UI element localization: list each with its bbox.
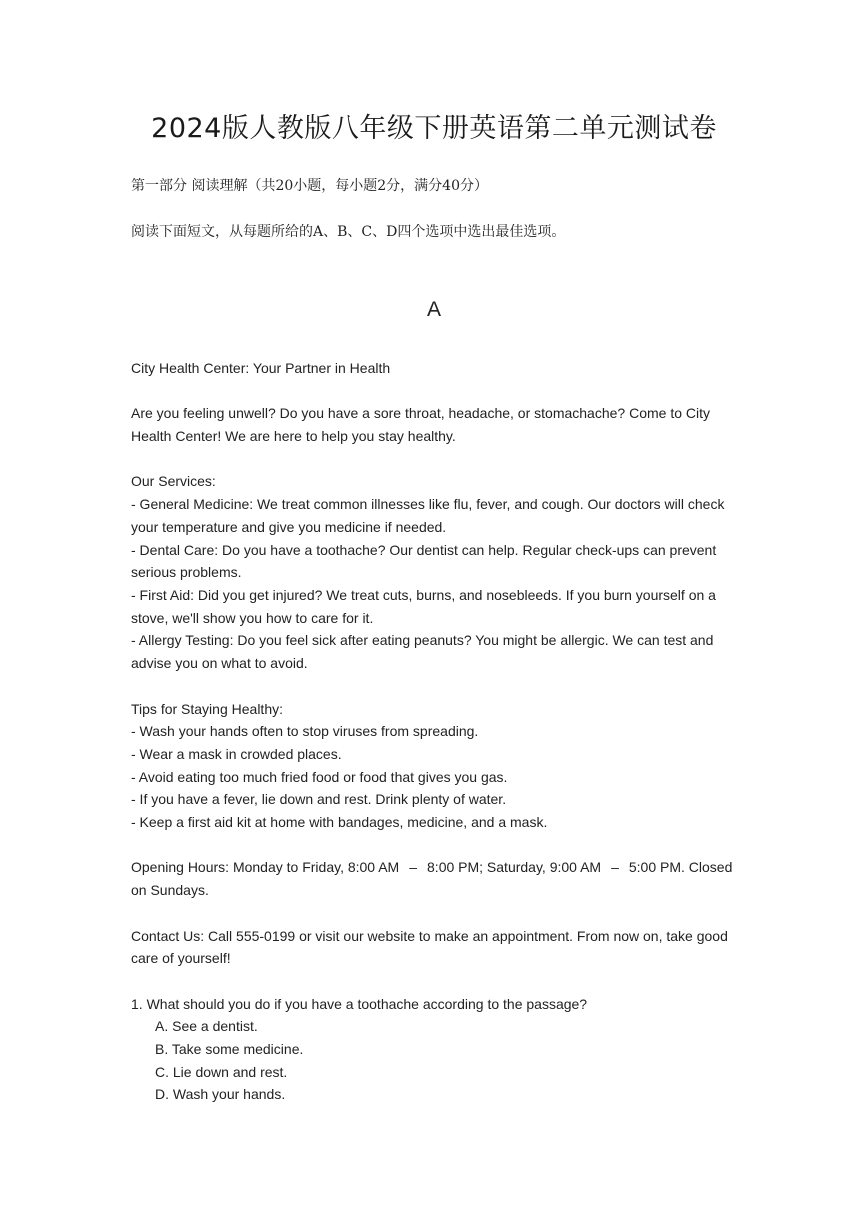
- answer-option: D. Wash your hands.: [155, 1086, 286, 1103]
- hours-dash: –: [611, 859, 619, 876]
- spacer: [131, 380, 741, 403]
- service-item: - Dental Care: Do you have a toothache? Our dentist can help. Regular check-ups can prevent serious problems.: [131, 541, 717, 581]
- tip-item: - Keep a first aid kit at home with bandages, medicine, and a mask.: [131, 814, 548, 831]
- question-stem: 1. What should you do if you have a toothache according to the passage?: [131, 995, 588, 1012]
- tips-heading: Tips for Staying Healthy:: [131, 700, 283, 717]
- spacer: [131, 834, 741, 857]
- answer-option: C. Lie down and rest.: [155, 1063, 288, 1080]
- part-heading: 第一部分 阅读理解（共20小题，每小题2分，满分40分）: [131, 178, 488, 194]
- reading-instructions: 阅读下面短文，从每题所给的A、B、C、D四个选项中选出最佳选项。: [131, 224, 566, 240]
- passage-intro: Are you feeling unwell? Do you have a sore throat, headache, or stomachache? Come to City Health Center! We are here to help you stay healthy.: [131, 405, 710, 445]
- tip-item: - Wash your hands often to stop viruses from spreading.: [131, 723, 479, 740]
- tip-item: - Wear a mask in crowded places.: [131, 745, 342, 762]
- document-title: 2024版人教版八年级下册英语第二单元测试卷: [151, 113, 717, 144]
- answer-option: B. Take some medicine.: [155, 1041, 304, 1057]
- hours-dash: –: [409, 859, 418, 876]
- hours-part-2: 8:00 PM; Saturday, 9:00 AM: [427, 859, 602, 876]
- spacer: [131, 448, 741, 471]
- passage-body: [131, 357, 741, 1106]
- spacer: [131, 902, 741, 925]
- hours-part-1: Opening Hours: Monday to Friday, 8:00 AM: [131, 859, 400, 876]
- service-item: - First Aid: Did you get injured? We treat cuts, burns, and nosebleeds. If you burn yourself on a stove, we'll show you how to care for it.: [131, 587, 716, 626]
- tip-item: - If you have a fever, lie down and rest. Drink plenty of water.: [131, 791, 507, 808]
- opening-hours: [131, 856, 741, 901]
- passage-heading: City Health Center: Your Partner in Health: [131, 360, 391, 376]
- contact-info: Contact Us: Call 555-0199 or visit our website to make an appointment. From now on, take good care of yourself!: [131, 927, 728, 967]
- services-heading: Our Services:: [131, 473, 216, 490]
- service-item: - Allergy Testing: Do you feel sick after eating peanuts? You might be allergic. We can test and advise you on what to avoid.: [131, 632, 714, 672]
- passage-letter: A: [426, 298, 441, 321]
- tip-item: - Avoid eating too much fried food or food that gives you gas.: [131, 768, 508, 785]
- hours-part-3: 5:00 PM. Closed on Sundays.: [131, 859, 733, 899]
- service-item: - General Medicine: We treat common illnesses like flu, fever, and cough. Our doctors will check your temperature and give you medicine if needed.: [131, 496, 725, 535]
- spacer: [131, 970, 741, 993]
- spacer: [131, 675, 741, 698]
- answer-option: A. See a dentist.: [155, 1018, 258, 1035]
